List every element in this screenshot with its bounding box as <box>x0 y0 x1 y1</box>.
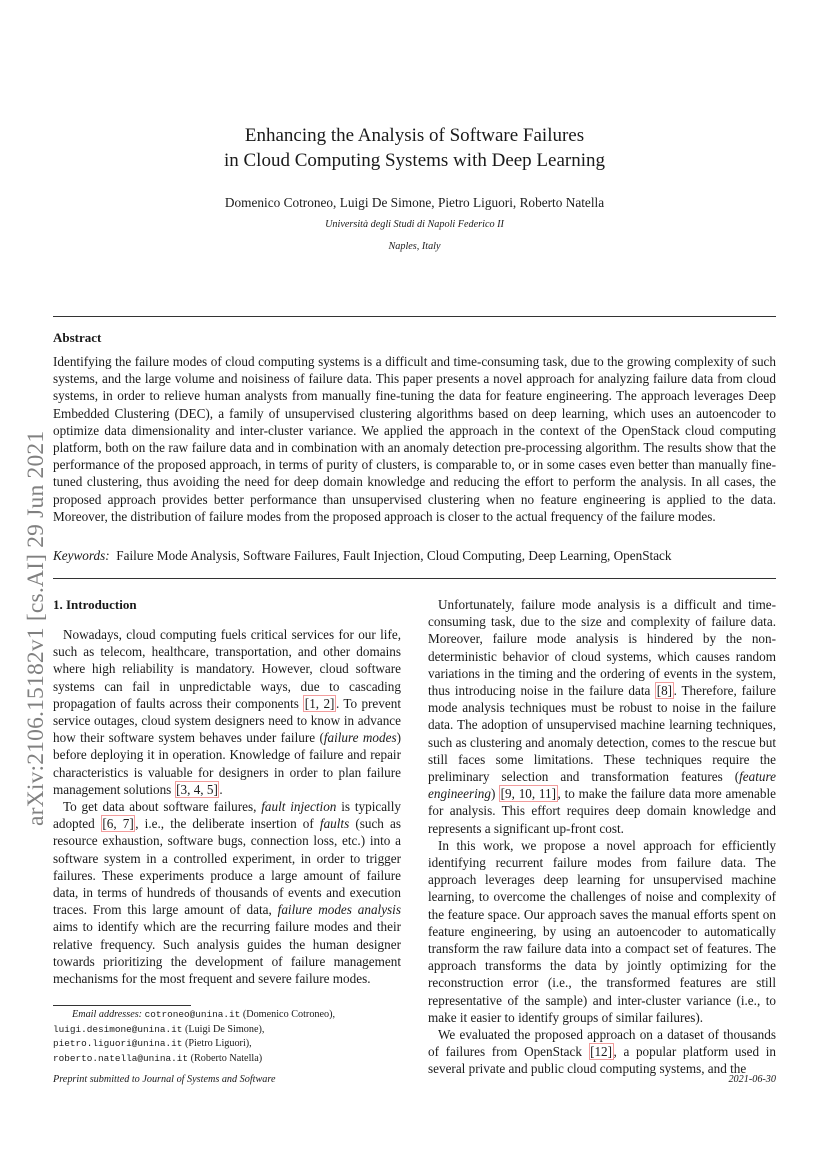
text-run: ) <box>491 786 500 802</box>
intro-paragraph-1 <box>53 626 401 798</box>
paper-title <box>53 123 776 173</box>
emphasis: feature engineering <box>428 769 776 802</box>
text-run: To get data about software failures, <box>63 799 262 815</box>
abstract-heading: Abstract <box>53 330 102 345</box>
emphasis: faults <box>319 816 350 832</box>
location: Naples, Italy <box>388 241 441 252</box>
citation-link[interactable]: [9, 10, 11] <box>500 786 557 802</box>
footnote-line <box>53 1052 401 1067</box>
affiliation: Università degli Studi di Napoli Federico II <box>325 219 504 230</box>
text-run: , a popular platform used in several private and public cloud computing systems, and the <box>428 1044 776 1077</box>
title-line-2: in Cloud Computing Systems with Deep Learning <box>223 150 606 171</box>
citation-link[interactable]: [6, 7] <box>102 816 134 832</box>
author-name: (Domenico Cotroneo), <box>240 1009 336 1020</box>
text-run: , to make the failure data more amenable for analysis. This effort requires deep domain knowledge and represents a significant up-front cost. <box>428 786 776 836</box>
text-run: , i.e., the deliberate insertion of <box>135 816 320 832</box>
intro-paragraph-4: In this work, we propose a novel approach for efficiently identifying recurrent failure modes from failure data. The approach leverages deep learning for unsupervised machine learning, to overcome the challenges of noise and complexity of the feature space. Our approach saves the manual efforts spent on feature engineering, by using an autoencoder to automatically transform the raw failure data into a compact set of features. The approach transforms the data by jointly optimizing for the reconstruction error (i.e., the transformed features are still representative of the sample) and inter-cluster variance (i.e., to make it easier to identify groups of similar failures). <box>428 837 776 1025</box>
abstract-bottom-rule <box>53 578 776 579</box>
intro-paragraph-5 <box>428 1026 776 1078</box>
emphasis: failure modes <box>323 730 397 746</box>
left-column <box>53 596 401 987</box>
citation-link[interactable]: [8] <box>656 683 673 699</box>
title-line-1: Enhancing the Analysis of Software Failures <box>244 125 585 146</box>
email-address[interactable]: roberto.natella@unina.it <box>53 1052 189 1064</box>
keywords-line <box>53 547 776 564</box>
text-run: (such as resource exhaustion, software bugs, connection loss, etc.) into a software system in a controlled experiment, in order to trigger failures. These experiments produce a large amount of failure data, in terms of hundreds of thousands of events and execution traces. From this large amount of data, <box>53 816 401 918</box>
email-address[interactable]: luigi.desimone@unina.it <box>53 1023 183 1035</box>
email-address[interactable]: cotroneo@unina.it <box>144 1009 241 1020</box>
text-run: is typically adopted <box>53 799 401 832</box>
right-column <box>428 596 776 1078</box>
intro-paragraph-2 <box>53 798 401 987</box>
author-name: (Roberto Natella) <box>188 1052 263 1064</box>
abstract-top-rule <box>53 316 776 317</box>
footnote-line <box>53 1008 401 1023</box>
email-address[interactable]: pietro.liguori@unina.it <box>53 1038 183 1050</box>
intro-paragraph-3 <box>428 596 776 837</box>
citation-link[interactable]: [1, 2] <box>304 695 335 711</box>
footnote-label: Email addresses: <box>72 1009 143 1020</box>
keywords-list: Failure Mode Analysis, Software Failures, Fault Injection, Cloud Computing, Deep Learning, OpenStack <box>116 548 672 563</box>
footer-venue: Preprint submitted to Journal of Systems and Software <box>53 1074 276 1085</box>
footnote-emails <box>53 1008 401 1066</box>
citation-link[interactable]: [12] <box>590 1044 613 1060</box>
arxiv-identifier: arXiv:2106.15182v1 [cs.AI] 29 Jun 2021 <box>23 430 49 826</box>
footnote-rule <box>53 1005 191 1006</box>
text-run: We evaluated the proposed approach on a dataset of thousands of failures from OpenStack <box>428 1027 776 1060</box>
keywords-label: Keywords: <box>53 548 110 563</box>
author-name: (Luigi De Simone), <box>182 1023 265 1035</box>
emphasis: fault injection <box>261 799 337 815</box>
text-run: aims to identify which are the recurring failure modes and their relative frequency. Such analysis guides the human designer towards prioritizing the development of failure management mechanisms for the most frequent and severe failure modes. <box>53 919 401 987</box>
author-name: (Pietro Liguori), <box>182 1038 252 1050</box>
text-run: . <box>219 781 223 797</box>
footer-date: 2021-06-30 <box>728 1074 776 1085</box>
author-list: Domenico Cotroneo, Luigi De Simone, Pietro Liguori, Roberto Natella <box>224 195 605 210</box>
text-run: Unfortunately, failure mode analysis is a difficult and time-consuming task, due to the size and complexity of failure data. Moreover, failure mode analysis is hindered by the non-deterministic behavior of cloud systems, which causes random variations in the timing and the ordering of events in the system, thus introducing noise in the failure data <box>428 597 776 699</box>
text-run: ) before deploying it in operation. Knowledge of failure and repair characteristics is valuable for designers in order to plan failure management solutions <box>53 730 401 797</box>
section-heading-introduction: 1. Introduction <box>53 597 137 612</box>
emphasis: failure modes analysis <box>277 902 401 918</box>
footnote-line <box>53 1037 401 1052</box>
text-run: . Therefore, failure mode analysis techniques must be robust to noise in the failure data. The adoption of unsupervised machine learning techniques, such as clustering and anomaly detection, comes to the rescue but still faces some limitations. These techniques require the preliminary selection and transformation features ( <box>428 683 776 785</box>
text-run: Nowadays, cloud computing fuels critical services for our life, such as telecom, healthcare, transportation, and other domains where high reliability is mandatory. However, cloud software systems can fail in unpredictable ways, due to cascading propagation of faults across their components <box>53 627 401 711</box>
abstract-text: Identifying the failure modes of cloud computing systems is a difficult and time-consuming task, due to the growing complexity of such systems, and the large volume and noisiness of failure data. This paper presents a novel approach for analyzing failure data from cloud systems, in order to relieve human analysts from manually fine-tuning the data for feature engineering. The approach leverages Deep Embedded Clustering (DEC), a family of unsupervised clustering algorithms based on deep learning, which uses an autoencoder to optimize data dimensionality and inter-cluster variance. We applied the approach in the context of the OpenStack cloud computing platform, both on the raw failure data and in combination with an anomaly detection pre-processing algorithm. The results show that the performance of the proposed approach, in terms of purity of clusters, is comparable to, or in some cases even better than manually fine-tuned clustering, thus avoiding the need for deep domain knowledge and reducing the effort to perform the analysis. In all cases, the proposed approach provides better performance than unsupervised clustering when no feature engineering is applied to the data. Moreover, the distribution of failure modes from the proposed approach is closer to the actual frequency of the failure modes. <box>53 354 776 524</box>
footnote-line <box>53 1023 401 1038</box>
text-run: . To prevent service outages, cloud system designers need to know in advance how their software system behaves under failure ( <box>53 695 401 746</box>
citation-link[interactable]: [3, 4, 5] <box>176 781 218 797</box>
